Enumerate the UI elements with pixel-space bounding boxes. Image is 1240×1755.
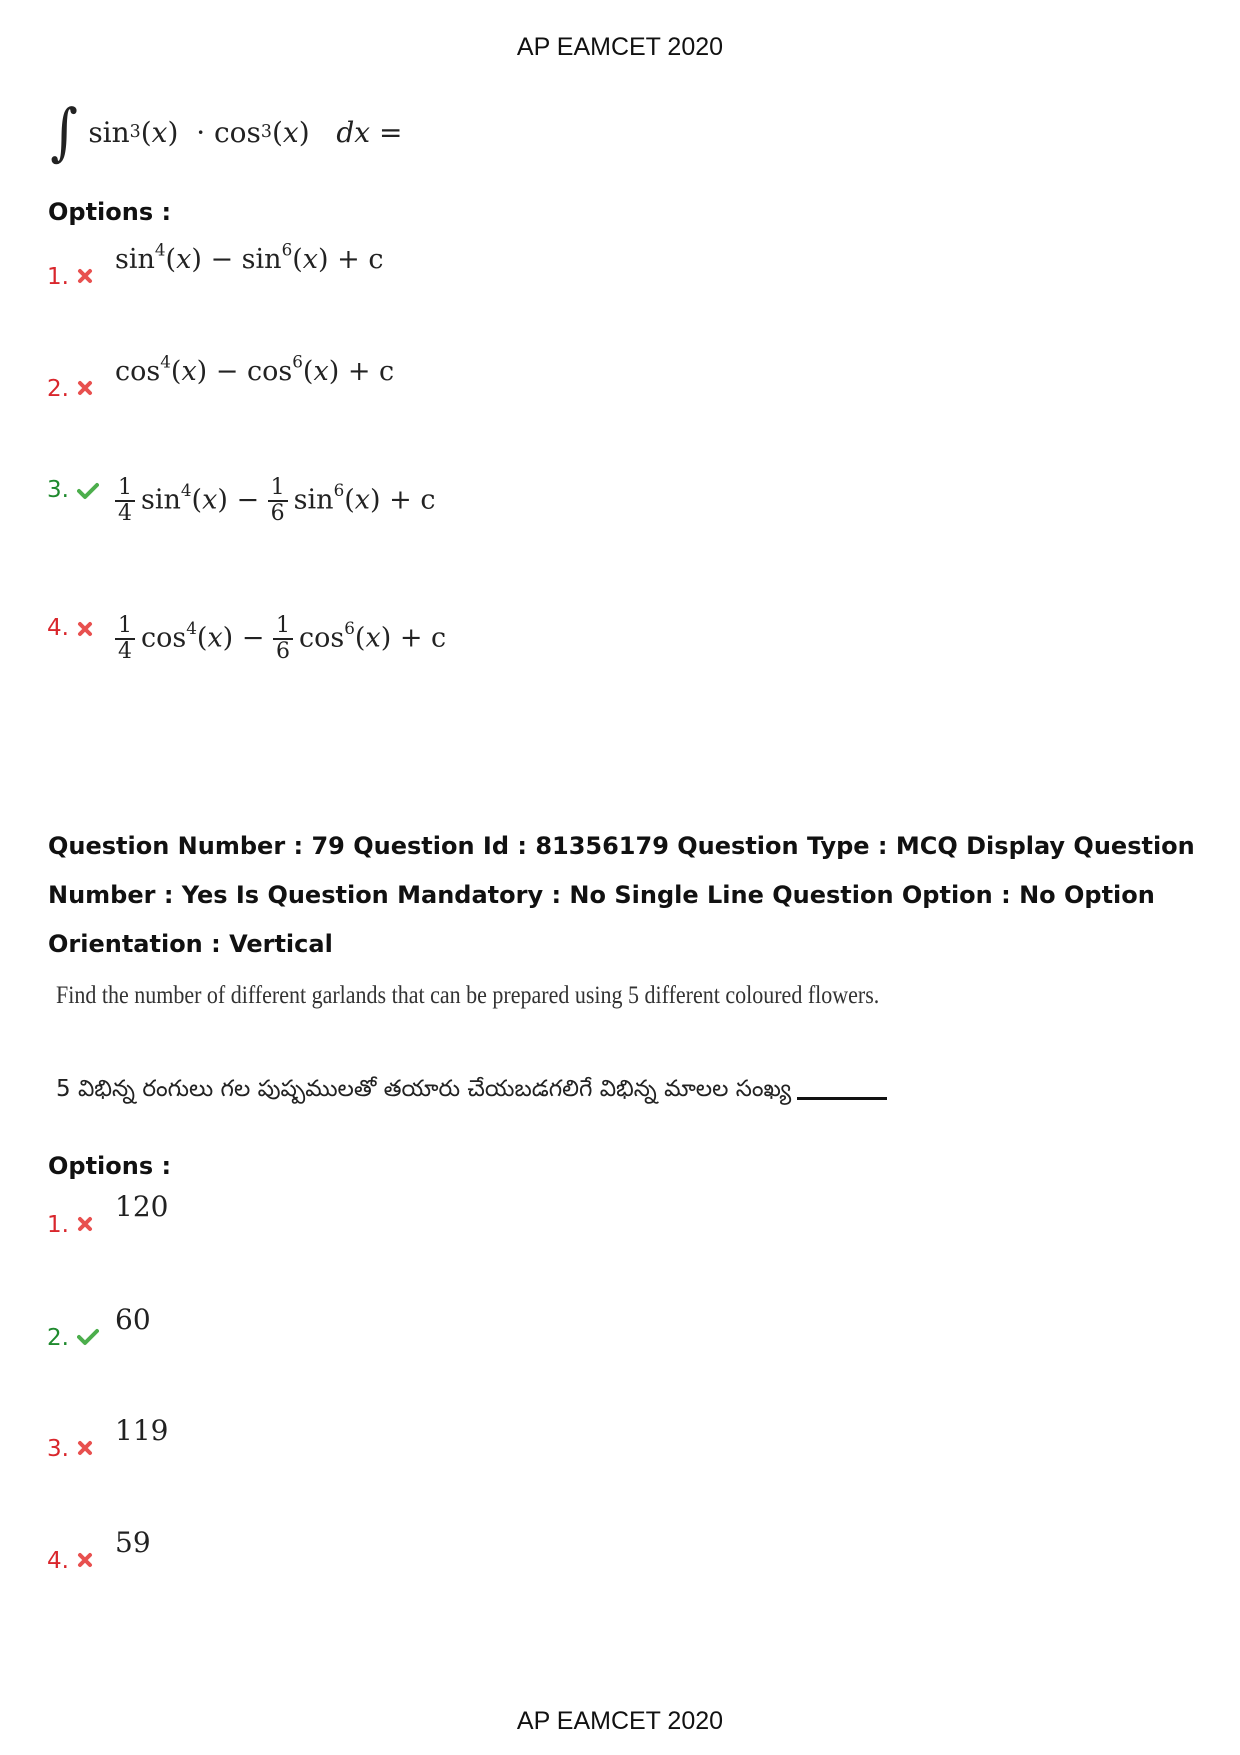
- answer-blank: [797, 1097, 887, 1100]
- q78-option-2: [47, 351, 395, 402]
- check-icon: [77, 478, 103, 504]
- option-number: 3.: [47, 1436, 69, 1462]
- q78-option-1: [47, 239, 384, 290]
- question-79-text-telugu: 5 విభిన్న రంగులు గల పుష్పములతో తయారు చేయబడగలిగే విభిన్న మాలల సంఖ్య: [56, 1076, 887, 1108]
- cross-icon: [77, 375, 103, 401]
- check-icon: [77, 1324, 103, 1350]
- page-footer: AP EAMCET 2020: [516, 1707, 724, 1735]
- cross-icon: [77, 1547, 103, 1573]
- page-header: AP EAMCET 2020: [516, 33, 724, 61]
- option-number: 4.: [47, 615, 69, 642]
- options-label: Options :: [48, 198, 172, 226]
- q79-option-2: [47, 1303, 151, 1351]
- option-number: 2.: [47, 376, 69, 402]
- option-expression: $\frac{1}{4}$ $\cos^4(x)$ − $\frac{1}{6}$ $\cos^6(x) + c$: [115, 614, 446, 664]
- cross-icon: [77, 1211, 103, 1237]
- option-number: 1.: [47, 1212, 69, 1238]
- q78-option-3: [47, 476, 435, 526]
- option-number: 2.: [47, 1325, 69, 1351]
- option-value: 60: [115, 1303, 151, 1336]
- option-number: 1.: [47, 264, 69, 290]
- option-expression: $\sin^4(x) - \sin^6(x) + c$: [115, 239, 384, 275]
- q78-option-4: [47, 614, 446, 664]
- option-value: 59: [115, 1526, 151, 1559]
- option-value: 119: [115, 1414, 169, 1447]
- option-expression: $\frac{1}{4}$ $\sin^4(x)$ − $\frac{1}{6}$ $\sin^6(x) + c$: [115, 476, 435, 526]
- cross-icon: [77, 1435, 103, 1461]
- options-label: Options :: [48, 1152, 172, 1180]
- integral-symbol: ∫: [50, 95, 78, 168]
- cross-icon: [77, 263, 103, 289]
- cross-icon: [77, 616, 103, 642]
- option-expression: $\cos^4(x) - \cos^6(x) + c$: [115, 351, 395, 387]
- q79-option-4: [47, 1526, 151, 1574]
- question-79-meta: Question Number : 79 Question Id : 81356179 Question Type : MCQ Display Question Number : Yes Is Question Mandatory : No Single Line Question Option : No Option Orientation : Vertical: [48, 832, 1195, 958]
- question-79-text-english: Find the number of different garlands that can be prepared using 5 different coloured flowers.: [56, 982, 880, 1009]
- q79-option-3: [47, 1414, 169, 1462]
- option-value: 120: [115, 1190, 169, 1223]
- question-78-stem: ∫ sin 3 ( x ) · cos 3 ( x ) dx =: [50, 95, 403, 168]
- q79-option-1: [47, 1190, 169, 1238]
- option-number: 3.: [47, 477, 69, 504]
- option-number: 4.: [47, 1548, 69, 1574]
